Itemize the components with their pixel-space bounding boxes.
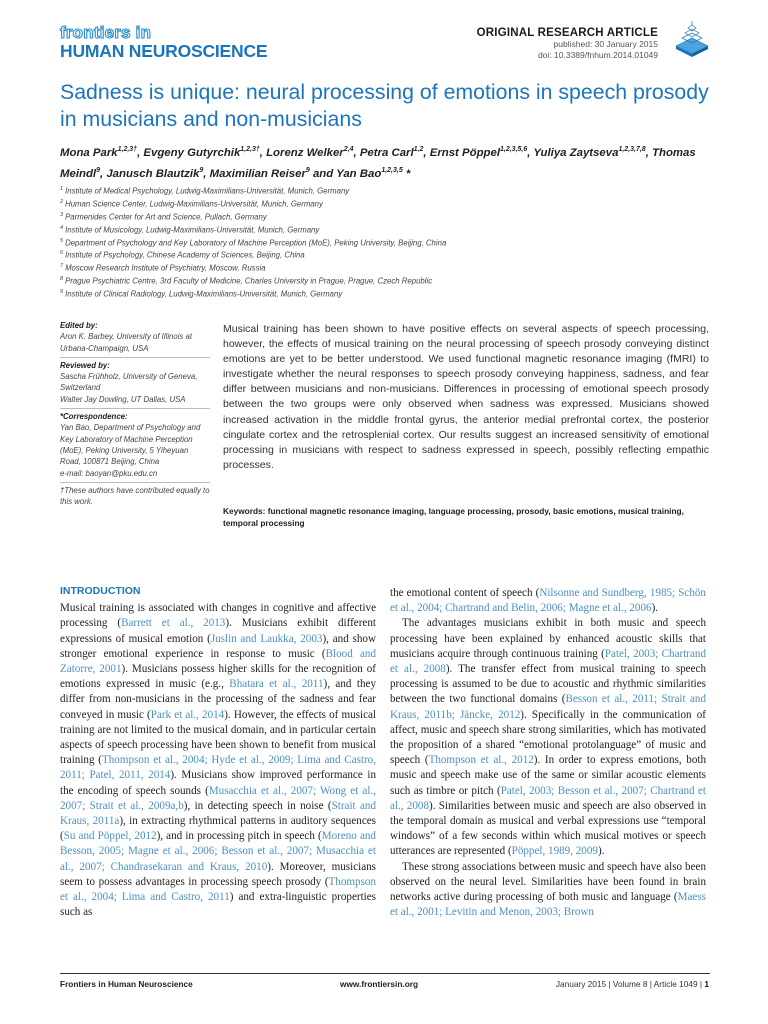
- author-affiliation-marker: 1,2,3,5: [381, 166, 403, 174]
- author-name[interactable]: Yan Bao: [336, 167, 382, 180]
- footer-journal-name: Frontiers in Human Neuroscience: [60, 979, 193, 989]
- editorial-metadata: [60, 320, 210, 509]
- author-affiliation-marker: 9: [305, 166, 310, 174]
- correspondence-label: *Correspondence:: [60, 412, 128, 422]
- citation-link[interactable]: Thompson et al., 2004; Lima and Castro, 2011: [60, 875, 376, 904]
- meta-divider: [60, 357, 210, 358]
- citation-link[interactable]: Musacchia et al., 2007; Wong et al., 2007; Strait et al., 2009a,b: [60, 784, 376, 812]
- citation-link[interactable]: Barrett et al., 2013: [121, 617, 226, 630]
- citation-link[interactable]: Patel, 2003; Besson et al., 2007; Chartrand et al., 2008: [390, 784, 706, 812]
- editor-name: Aron K. Barbey, University of Illinois at Urbana-Champaign, USA: [60, 332, 193, 353]
- author-affiliation-marker: 1,2,3,7,8: [618, 146, 646, 153]
- meta-divider: [60, 482, 210, 483]
- left-column-text: [60, 601, 376, 920]
- meta-divider: [60, 408, 210, 409]
- author-name[interactable]: Yuliya Zaytseva: [533, 146, 619, 159]
- body-paragraph: the emotional content of speech (Nilsonne and Sundberg, 1985; Schön et al., 2004; Chartrand and Belin, 2006; Magne et al., 2006).: [390, 587, 706, 615]
- author-affiliation-marker: 1,2,3,5,6: [500, 146, 528, 153]
- affiliation-item: $^8$ Prague Psychiatric Centre, 3rd Faculty of Medicine, Charles University in Prague, Prague, Czech Republic: [60, 276, 433, 286]
- body-paragraph: The advantages musicians exhibit in both music and speech processing have been explained by enhanced acoustic skills that musicians acquire through continuous training (Patel, 2003; Chartrand et al., 2008). The transfer effect from musical training to speech processing is assumed to be due to acoustic and rhythmic similarities between the two functional domains (Besson et al., 2011; Strait and Kraus, 2011b; Jäncke, 2012). Specifically in the communication of affect, music and speech share strong similarities, which has motivated the proposition of a shared “emotional protolanguage” of music and speech (Thompson et al., 2012). In order to express emotions, both music and speech make use of the same or similar acoustic elements such as timbre or pitch (Patel, 2003; Besson et al., 2007; Chartrand et al., 2008). Similarities between music and speech are also observed in the temporal domain as musical and verbal expressions use “temporal windows” of a few seconds within which musical motives or speech utterances are represented (Pöppel, 1989, 2009).: [390, 617, 707, 858]
- reviewer-1: Sascha Frühholz, University of Geneva, Switzerland: [60, 372, 198, 393]
- affiliation-item: $^3$ Parmenides Center for Art and Science, Pullach, Germany: [60, 211, 267, 222]
- citation-link[interactable]: Besson et al., 2011; Strait and Kraus, 2011b; Jäncke, 2012: [390, 693, 706, 721]
- journal-logo-line2: HUMAN NEUROSCIENCE: [60, 41, 268, 61]
- journal-logo[interactable]: [60, 25, 267, 61]
- reviewer-2: Walter Jay Dowling, UT Dallas, USA: [60, 394, 186, 404]
- article-type: ORIGINAL RESEARCH ARTICLE: [476, 27, 658, 39]
- keywords: Keywords: functional magnetic resonance imaging, language processing, prosody, basic emotions, musical training, temporal processing: [223, 506, 684, 528]
- correspondence-address: Yan Bao, Department of Psychology and Key Laboratory of Machine Perception (MoE), Peking University, 5 Yiheyuan Road, 100871 Beijing, China: [60, 423, 201, 467]
- affiliation-item: $^4$ Institute of Musicology, Ludwig-Maximilians-Universität, Munich, Germany: [60, 224, 320, 235]
- citation-link[interactable]: Juslin and Laukka, 2003: [210, 632, 323, 645]
- author-list: Mona Park$^{1,2,3\dagger}$, Evgeny Gutyrchik$^{1,2,3\dagger}$, Lorenz Welker$^{2,4}$, Petra Carl$^{1,2}$, Ernst Pöppel$^{1,2,3,5,6}$, Yuliya Zaytseva$^{1,2,3,7,8}$, Thomas Meindl$^9$, Janusch Blautzik$^9$, Maximilian Reiser$^9$ and Yan Bao$^{1,2,3,5}$ *: [60, 146, 696, 180]
- author-name[interactable]: Petra Carl: [359, 146, 414, 159]
- published-date: published: 30 January 2015: [553, 39, 658, 49]
- author-affiliation-marker: 1,2: [413, 146, 424, 153]
- citation-link[interactable]: Thompson et al., 2012: [428, 754, 534, 767]
- body-column-left: [60, 584, 376, 920]
- affiliation-item: $^9$ Institute of Clinical Radiology, Ludwig-Maximilians-Universität, Munich, Germany: [60, 289, 343, 299]
- affiliation-item: $^1$ Institute of Medical Psychology, Ludwig-Maximilians-Universität, Munich, Germany: [60, 186, 350, 196]
- author-name[interactable]: Ernst Pöppel: [429, 146, 500, 159]
- affiliation-list: [60, 184, 720, 300]
- author-name[interactable]: Thomas Meindl: [60, 146, 696, 180]
- author-affiliation-marker: 1,2,3†: [240, 146, 260, 153]
- article-title: Sadness is unique: neural processing of emotions in speech prosody in musicians and non-musicians: [60, 80, 709, 131]
- section-heading-introduction: INTRODUCTION: [60, 585, 141, 597]
- author-name[interactable]: Lorenz Welker: [266, 146, 344, 159]
- citation-link[interactable]: Blood and Zatorre, 2001: [60, 647, 376, 676]
- author-name[interactable]: Mona Park: [60, 146, 118, 159]
- author-affiliation-marker: 1,2,3†: [117, 146, 138, 153]
- journal-logo-line1: frontiers in: [60, 23, 152, 42]
- doi-link[interactable]: doi: 10.3389/fnhum.2014.01049: [537, 50, 658, 60]
- author-name[interactable]: Janusch Blautzik: [106, 167, 200, 180]
- body-paragraph: These strong associations between music and speech have also been observed on the neural level. Similarities have been found in brain networks active during processing of both music and language (Maess et al., 2001; Levitin and Menon, 2003; Brown: [390, 860, 706, 919]
- author-affiliation-marker: 9: [199, 166, 204, 174]
- reviewed-by-label: Reviewed by:: [60, 360, 110, 370]
- body-column-right: [390, 586, 706, 920]
- frontiers-stack-icon: [672, 18, 712, 58]
- footer-url-link[interactable]: www.frontiersin.org: [340, 979, 419, 989]
- author-affiliation-marker: 9: [96, 166, 100, 174]
- citation-link[interactable]: Bhatara et al., 2011: [229, 678, 324, 691]
- affiliation-item: $^5$ Department of Psychology and Key Laboratory of Machine Perception (MoE), Peking University, Beijing, China: [60, 237, 447, 248]
- right-column-text: [390, 586, 706, 920]
- article-header-info: [477, 27, 658, 61]
- citation-link[interactable]: Nilsonne and Sundberg, 1985; Schön et al., 2004; Chartrand and Belin, 2006; Magne et al., 2006: [390, 587, 706, 615]
- author-name[interactable]: Maximilian Reiser: [209, 167, 306, 180]
- author-affiliation-marker: 2,4: [343, 146, 354, 153]
- footer-issue: January 2015 | Volume 8 | Article 1049 |: [555, 979, 703, 989]
- citation-link[interactable]: Thompson et al., 2004; Hyde et al., 2009; Lima and Castro, 2011; Patel, 2011, 2014: [60, 754, 377, 782]
- footer-rule: [60, 973, 710, 974]
- affiliation-item: $^7$ Moscow Research Institute of Psychiatry, Moscow, Russia: [60, 263, 266, 273]
- author-name[interactable]: Evgeny Gutyrchik: [143, 146, 241, 159]
- edited-by-label: Edited by:: [60, 321, 98, 330]
- citation-link[interactable]: Park et al., 2014: [150, 708, 225, 721]
- equal-contribution-note: †These authors have contributed equally to this work.: [60, 485, 210, 507]
- citation-link[interactable]: Moreno and Besson, 2005; Magne et al., 2006; Besson et al., 2007; Musacchia et al., 2007; Chandrasekaran and Kraus, 2010: [60, 830, 376, 873]
- page-number: 1: [704, 979, 709, 989]
- citation-link[interactable]: Strait and Kraus, 2011a: [60, 799, 377, 828]
- footer-issue-info: [556, 979, 709, 989]
- abstract: Musical training has been shown to have positive effects on several aspects of speech processing, however, the effects of musical training on the neural processing of speech prosody conveying distinct emotions are yet to be better understood. We used functional magnetic resonance imaging (fMRI) to investigate whether the neural responses to speech prosody conveying happiness, sadness, and fear differ between musicians and non-musicians. Differences in processing of emotional speech prosody between the two groups were only observed when sadness was expressed. Musicians showed increased activation in the middle frontal gyrus, the anterior medial prefrontal cortex, the posterior cingulate cortex and the retrosplenial cortex. Our results suggest an increased sensitivity of emotional processing in musicians with respect to sadness expressed in speech, possibly reflecting empathic processes.: [223, 323, 709, 471]
- citation-link[interactable]: Patel, 2003; Chartrand et al., 2008: [390, 647, 706, 676]
- affiliation-item: $^6$ Institute of Psychology, Chinese Academy of Sciences, Beijing, China: [60, 250, 305, 261]
- citation-link[interactable]: Maess et al., 2001; Levitin and Menon, 2003; Brown: [390, 891, 706, 919]
- citation-link[interactable]: Su and Pöppel, 2012: [63, 830, 157, 843]
- correspondence-email[interactable]: e-mail: baoyan@pku.edu.cn: [60, 468, 158, 478]
- affiliation-item: $^2$ Human Science Center, Ludwig-Maximilians-Universität, Munich, Germany: [60, 198, 323, 209]
- body-paragraph: Musical training is associated with changes in cognitive and affective processing (Barrett et al., 2013). Musicians exhibit different expressions of musical emotion (Juslin and Laukka, 2003), and show stronger emotional experience in response to music (Blood and Zatorre, 2001). Musicians possess higher skills for the recognition of emotions expressed in music (e.g., Bhatara et al., 2011), and they differ from non-musicians in the processing of the sadness and fear conveyed in music (Park et al., 2014). However, the effects of musical training are not limited to the musical domain, and in particular certain aspects of speech processing have been shown to benefit from musical training (Thompson et al., 2004; Hyde et al., 2009; Lima and Castro, 2011; Patel, 2011, 2014). Musicians show improved performance in the encoding of speech sounds (Musacchia et al., 2007; Wong et al., 2007; Strait et al., 2009a,b), in detecting speech in noise (Strait and Kraus, 2011a), in extracting rhythmical patterns in auditory sequences (Su and Pöppel, 2012), and in processing pitch in speech (Moreno and Besson, 2005; Magne et al., 2006; Besson et al., 2007; Musacchia et al., 2007; Chandrasekaran and Kraus, 2010). Moreover, musicians seem to possess advantages in processing speech prosody (Thompson et al., 2004; Lima and Castro, 2011) and extra-linguistic properties such as: [60, 602, 377, 919]
- citation-link[interactable]: Pöppel, 1989, 2009: [511, 845, 598, 858]
